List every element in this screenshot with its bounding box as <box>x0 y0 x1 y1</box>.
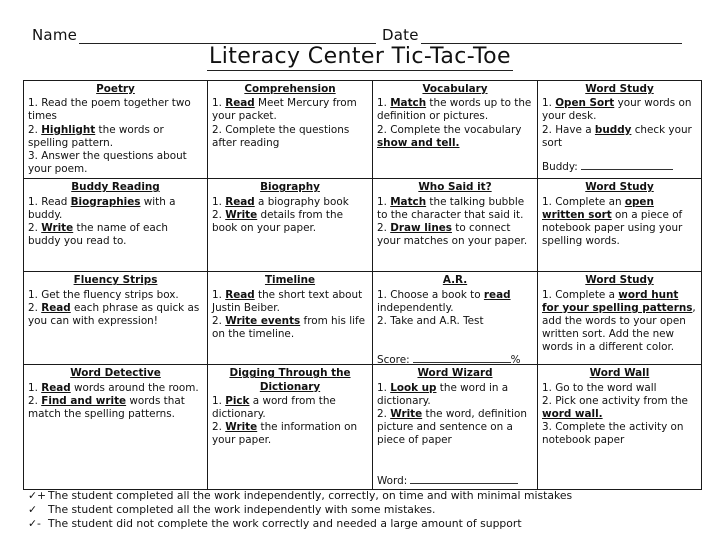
step-text: 2. Have a <box>542 123 595 136</box>
step-text: 2. Complete the vocabulary <box>377 123 522 136</box>
center-cell <box>373 365 538 490</box>
step-item <box>28 382 203 395</box>
blank-line <box>413 352 511 363</box>
step-item <box>377 124 533 150</box>
step-text: 2. <box>28 123 42 136</box>
keyword: word hunt for your spelling patterns <box>542 288 693 314</box>
fill-in-field[interactable] <box>377 352 520 365</box>
keyword: open written sort <box>542 195 654 221</box>
step-text: check your sort <box>542 123 692 149</box>
step-text: Meet Mercury from your packet. <box>212 97 357 123</box>
center-cell <box>208 272 373 365</box>
name-blank-line <box>79 29 376 44</box>
step-text: 1. <box>542 97 556 110</box>
legend-text: The student did not complete the work correctly and needed a large amount of support <box>48 517 522 530</box>
center-cell <box>208 365 373 490</box>
step-list <box>542 382 697 448</box>
step-text: the word in a dictionary. <box>377 381 509 407</box>
header <box>32 22 692 44</box>
center-title: Word Detective <box>70 367 161 380</box>
keyword: show and tell. <box>377 136 460 149</box>
step-list <box>28 97 203 176</box>
center-cell <box>24 272 208 365</box>
step-list <box>542 196 697 249</box>
step-text: 3. Answer the questions about your poem. <box>28 150 187 176</box>
step-text: 1. Choose a book to <box>377 288 484 301</box>
step-text: 1. Get the fluency strips box. <box>28 288 179 301</box>
center-cell <box>538 272 702 365</box>
legend-row <box>28 489 698 503</box>
step-item <box>212 395 368 421</box>
center-title: Vocabulary <box>422 83 488 95</box>
step-text: words that match the spelling patterns. <box>28 394 185 421</box>
step-text: 1. Complete a <box>542 288 619 301</box>
step-item <box>28 150 203 176</box>
fill-in-field[interactable] <box>542 159 673 174</box>
step-list <box>212 289 368 342</box>
step-item <box>212 421 368 447</box>
step-text: 1. <box>377 195 391 208</box>
center-title: Word Study <box>585 274 654 287</box>
step-text: your words on your desk. <box>542 97 692 123</box>
step-list <box>212 97 368 150</box>
center-cell <box>24 179 208 272</box>
step-text: 2. <box>377 408 391 421</box>
center-title: Buddy Reading <box>71 181 160 194</box>
step-item <box>377 97 533 123</box>
fill-in-label: Buddy: <box>542 161 578 173</box>
fill-in-label: Score: <box>377 354 410 365</box>
keyword: Write <box>41 222 74 235</box>
name-field[interactable] <box>32 22 376 44</box>
step-text: the short text about Justin Beiber. <box>212 288 363 314</box>
step-item <box>28 124 203 150</box>
step-list <box>28 382 203 422</box>
keyword: Write events <box>225 315 301 328</box>
step-item <box>28 97 203 123</box>
center-title: A.R. <box>442 274 468 287</box>
step-text: each phrase as quick as you can with expression! <box>28 301 200 328</box>
step-text: words around the room. <box>70 381 199 394</box>
keyword: Highlight <box>41 123 96 136</box>
keyword: read <box>483 288 511 301</box>
keyword: Look up <box>390 381 437 394</box>
center-title: Word Study <box>585 83 654 95</box>
step-text: 2. Complete the questions after reading <box>212 123 350 149</box>
step-text: 1. <box>377 97 391 110</box>
step-text: the name of each buddy you read to. <box>28 222 169 248</box>
step-text: the talking bubble to the character that said it. <box>377 195 525 221</box>
step-list <box>377 382 533 448</box>
step-text: 1. <box>212 288 226 301</box>
center-cell <box>373 81 538 179</box>
date-label: Date <box>382 26 419 44</box>
step-text: 1. Go to the word wall <box>542 381 657 394</box>
step-list <box>377 196 533 249</box>
fill-in-field[interactable] <box>377 473 518 488</box>
step-list <box>212 395 368 448</box>
step-item <box>28 395 203 421</box>
keyword: Read <box>41 301 71 314</box>
step-text: the information on your paper. <box>212 421 358 447</box>
step-text: a biography book <box>254 195 349 208</box>
step-text: 3. Complete the activity on notebook paper <box>542 421 684 447</box>
grid-row <box>24 179 702 272</box>
step-list <box>28 196 203 249</box>
step-item <box>377 222 533 248</box>
step-text: , add the words to your open written sort. Add the new words in a different color. <box>542 301 696 354</box>
step-text: the word, definition picture and sentence on a piece of paper <box>377 408 527 447</box>
step-text: on a piece of notebook paper using your spelling words. <box>542 208 683 248</box>
grading-legend <box>28 489 698 531</box>
step-item <box>212 196 368 209</box>
step-item <box>212 124 368 150</box>
step-text: 1. <box>212 97 226 110</box>
keyword: Biographies <box>70 195 141 208</box>
keyword: Pick <box>225 394 250 407</box>
step-text: 1. Read the poem together two times <box>28 97 191 123</box>
blank-line <box>581 159 673 170</box>
step-text: with a buddy. <box>28 195 176 221</box>
step-list <box>212 196 368 236</box>
date-blank-line <box>421 29 682 44</box>
blank-line <box>410 473 518 484</box>
legend-text: The student completed all the work independently, correctly, on time and with minimal mistakes <box>48 489 573 502</box>
center-title: Who Said it? <box>418 181 492 194</box>
grid-row <box>24 365 702 490</box>
step-item <box>377 408 533 448</box>
checkmark-icon: ✓+ <box>28 489 47 502</box>
legend-row <box>28 517 698 531</box>
fill-in-label: Word: <box>377 475 408 488</box>
step-text: 2. <box>212 421 226 434</box>
keyword: Read <box>225 195 255 208</box>
keyword: buddy <box>594 123 632 136</box>
step-text: 1. Complete an <box>542 195 625 208</box>
step-text: 2. <box>212 315 226 328</box>
checkmark-icon: ✓- <box>28 517 41 530</box>
step-item <box>212 209 368 235</box>
step-item <box>377 382 533 408</box>
center-cell <box>24 81 208 179</box>
keyword: Read <box>225 288 255 301</box>
step-list <box>377 97 533 150</box>
keyword: Read <box>41 381 71 394</box>
step-item <box>377 315 533 328</box>
center-cell <box>24 365 208 490</box>
step-list <box>542 97 697 150</box>
step-text: 2. <box>212 208 226 221</box>
step-item <box>542 421 697 447</box>
center-cell <box>538 179 702 272</box>
center-title: Fluency Strips <box>73 274 158 287</box>
step-item <box>542 382 697 395</box>
center-title: Word Wall <box>589 367 650 380</box>
step-list <box>377 289 533 329</box>
step-text: 1. <box>28 381 42 394</box>
center-cell <box>373 272 538 365</box>
step-text: 1. <box>212 394 226 407</box>
keyword: Find and write <box>41 394 127 407</box>
step-item <box>377 289 533 315</box>
step-text: independently. <box>377 301 454 314</box>
date-field[interactable] <box>382 22 682 44</box>
step-text: 1. <box>377 381 391 394</box>
step-text: 1. <box>212 195 226 208</box>
tic-tac-toe-grid <box>23 80 702 490</box>
center-cell <box>208 179 373 272</box>
grid-row <box>24 272 702 365</box>
keyword: Write <box>390 408 423 421</box>
keyword: word wall. <box>542 408 603 421</box>
center-title: Timeline <box>264 274 316 287</box>
page-title <box>0 44 720 74</box>
checkmark-icon: ✓ <box>28 503 38 516</box>
step-text: 2. Pick one activity from the <box>542 394 688 407</box>
step-item <box>212 315 368 341</box>
center-cell <box>208 81 373 179</box>
step-text: 2. <box>28 222 42 235</box>
step-item <box>377 196 533 222</box>
step-item <box>542 395 697 421</box>
step-item <box>28 289 203 302</box>
step-text: to connect your matches on your paper. <box>377 222 528 248</box>
center-title: Word Study <box>585 181 654 194</box>
center-cell <box>538 365 702 490</box>
step-item <box>212 289 368 315</box>
step-text: 2. Take and A.R. Test <box>377 315 484 328</box>
step-list <box>542 289 697 355</box>
keyword: Match <box>390 195 427 208</box>
center-title: Comprehension <box>244 83 336 95</box>
step-item <box>542 289 697 355</box>
keyword: Match <box>390 97 427 110</box>
step-text: 2. <box>377 222 391 235</box>
step-item <box>542 196 697 249</box>
step-text: 1. Read <box>28 195 71 208</box>
grid-row <box>24 81 702 179</box>
step-item <box>542 97 697 123</box>
legend-text: The student completed all the work independently with some mistakes. <box>48 503 436 516</box>
step-item <box>212 97 368 123</box>
step-text: details from the book on your paper. <box>212 208 343 235</box>
step-item <box>28 196 203 222</box>
center-title: Digging Through the Dictionary <box>229 367 351 393</box>
step-text: 2. <box>28 301 42 314</box>
center-cell <box>373 179 538 272</box>
center-title: Biography <box>260 181 320 194</box>
keyword: Read <box>225 97 255 110</box>
keyword: Open Sort <box>555 97 615 110</box>
step-item <box>28 222 203 248</box>
step-text: a word from the dictionary. <box>212 394 336 421</box>
page-title-text: Literacy Center Tic-Tac-Toe <box>209 44 511 69</box>
name-label: Name <box>32 26 78 44</box>
step-text: from his life on the timeline. <box>212 315 366 341</box>
center-title: Poetry <box>96 83 135 95</box>
step-text: 2. <box>28 394 42 407</box>
step-item <box>28 302 203 328</box>
legend-row <box>28 503 698 517</box>
step-text: the words up to the definition or pictures. <box>377 97 532 123</box>
step-list <box>28 289 203 329</box>
step-item <box>542 124 697 150</box>
center-title: Word Wizard <box>417 367 493 380</box>
center-cell <box>538 81 702 179</box>
percent-sign: % <box>510 354 521 365</box>
keyword: Write <box>225 208 258 221</box>
keyword: Draw lines <box>390 222 452 235</box>
keyword: Write <box>225 421 258 434</box>
step-text: the words or spelling pattern. <box>28 123 164 149</box>
